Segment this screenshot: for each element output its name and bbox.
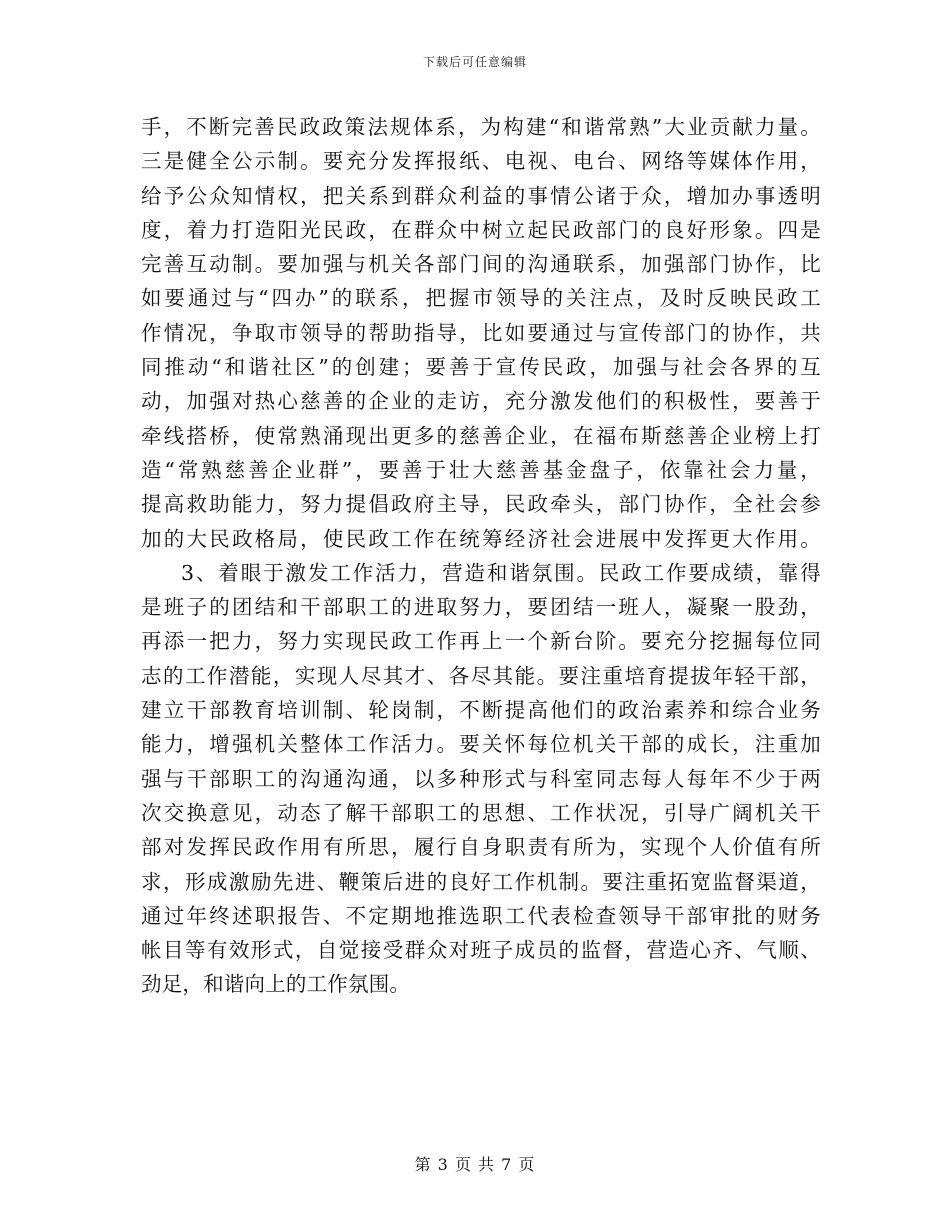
text-line: 提高救助能力，努力提倡政府主导，民政牵头，部门协作，全社会参	[141, 492, 821, 517]
text-line: 同推动“和谐社区”的创建；要善于宣传民政，加强与社会各界的互	[141, 355, 821, 380]
paragraph-last-line: 劲足，和谐向上的工作氛围。	[141, 972, 411, 997]
text-line: 造“常熟慈善企业群”，要善于壮大慈善基金盘子，依靠社会力量，	[141, 457, 821, 482]
text-line: 志的工作潜能，实现人尽其才、各尽其能。要注重培育提拔年轻干部，	[141, 663, 821, 688]
paragraph-first-line: 3、着眼于激发工作活力，营造和谐氛围。民政工作要成绩，靠得	[181, 560, 821, 585]
document-body	[141, 110, 821, 1002]
text-line: 通过年终述职报告、不定期地推选职工代表检查领导干部审批的财务	[141, 903, 821, 928]
text-line: 牵线搭桥，使常熟涌现出更多的慈善企业，在福布斯慈善企业榜上打	[141, 423, 821, 448]
text-line: 强与干部职工的沟通沟通，以多种形式与科室同志每人每年不少于两	[141, 766, 821, 791]
text-line: 加的大民政格局，使民政工作在统筹经济社会进展中发挥更大作用。	[141, 526, 821, 551]
text-line: 度，着力打造阳光民政，在群众中树立起民政部门的良好形象。四是	[141, 217, 821, 242]
text-line: 完善互动制。要加强与机关各部门间的沟通联系，加强部门协作，比	[141, 252, 821, 277]
text-line: 求，形成激励先进、鞭策后进的良好工作机制。要注重拓宽监督渠道，	[141, 869, 821, 894]
text-line: 动，加强对热心慈善的企业的走访，充分激发他们的积极性，要善于	[141, 389, 821, 414]
text-line: 作情况，争取市领导的帮助指导，比如要通过与宣传部门的协作，共	[141, 320, 821, 345]
text-line: 次交换意见，动态了解干部职工的思想、工作状况，引导广阔机关干	[141, 800, 821, 825]
text-line: 部对发挥民政作用有所思，履行自身职责有所为，实现个人价值有所	[141, 835, 821, 860]
text-line: 是班子的团结和干部职工的进取努力，要团结一班人，凝聚一股劲，	[141, 595, 821, 620]
text-line: 建立干部教育培训制、轮岗制，不断提高他们的政治素养和综合业务	[141, 698, 821, 723]
text-line: 三是健全公示制。要充分发挥报纸、电视、电台、网络等媒体作用，	[141, 149, 821, 174]
text-line: 能力，增强机关整体工作活力。要关怀每位机关干部的成长，注重加	[141, 732, 821, 757]
text-line: 手，不断完善民政政策法规体系，为构建“和谐常熟”大业贡献力量。	[141, 115, 821, 139]
page-header: 下载后可任意编辑	[422, 55, 527, 69]
page-number-footer: 第 3 页 共 7 页	[414, 1155, 536, 1174]
text-line: 如要通过与“四办”的联系，把握市领导的关注点，及时反映民政工	[141, 286, 821, 311]
text-line: 给予公众知情权，把关系到群众利益的事情公诸于众，增加办事透明	[141, 183, 821, 208]
text-line: 帐目等有效形式，自觉接受群众对班子成员的监督，营造心齐、气顺、	[141, 938, 821, 963]
text-line: 再添一把力，努力实现民政工作再上一个新台阶。要充分挖掘每位同	[141, 629, 821, 654]
